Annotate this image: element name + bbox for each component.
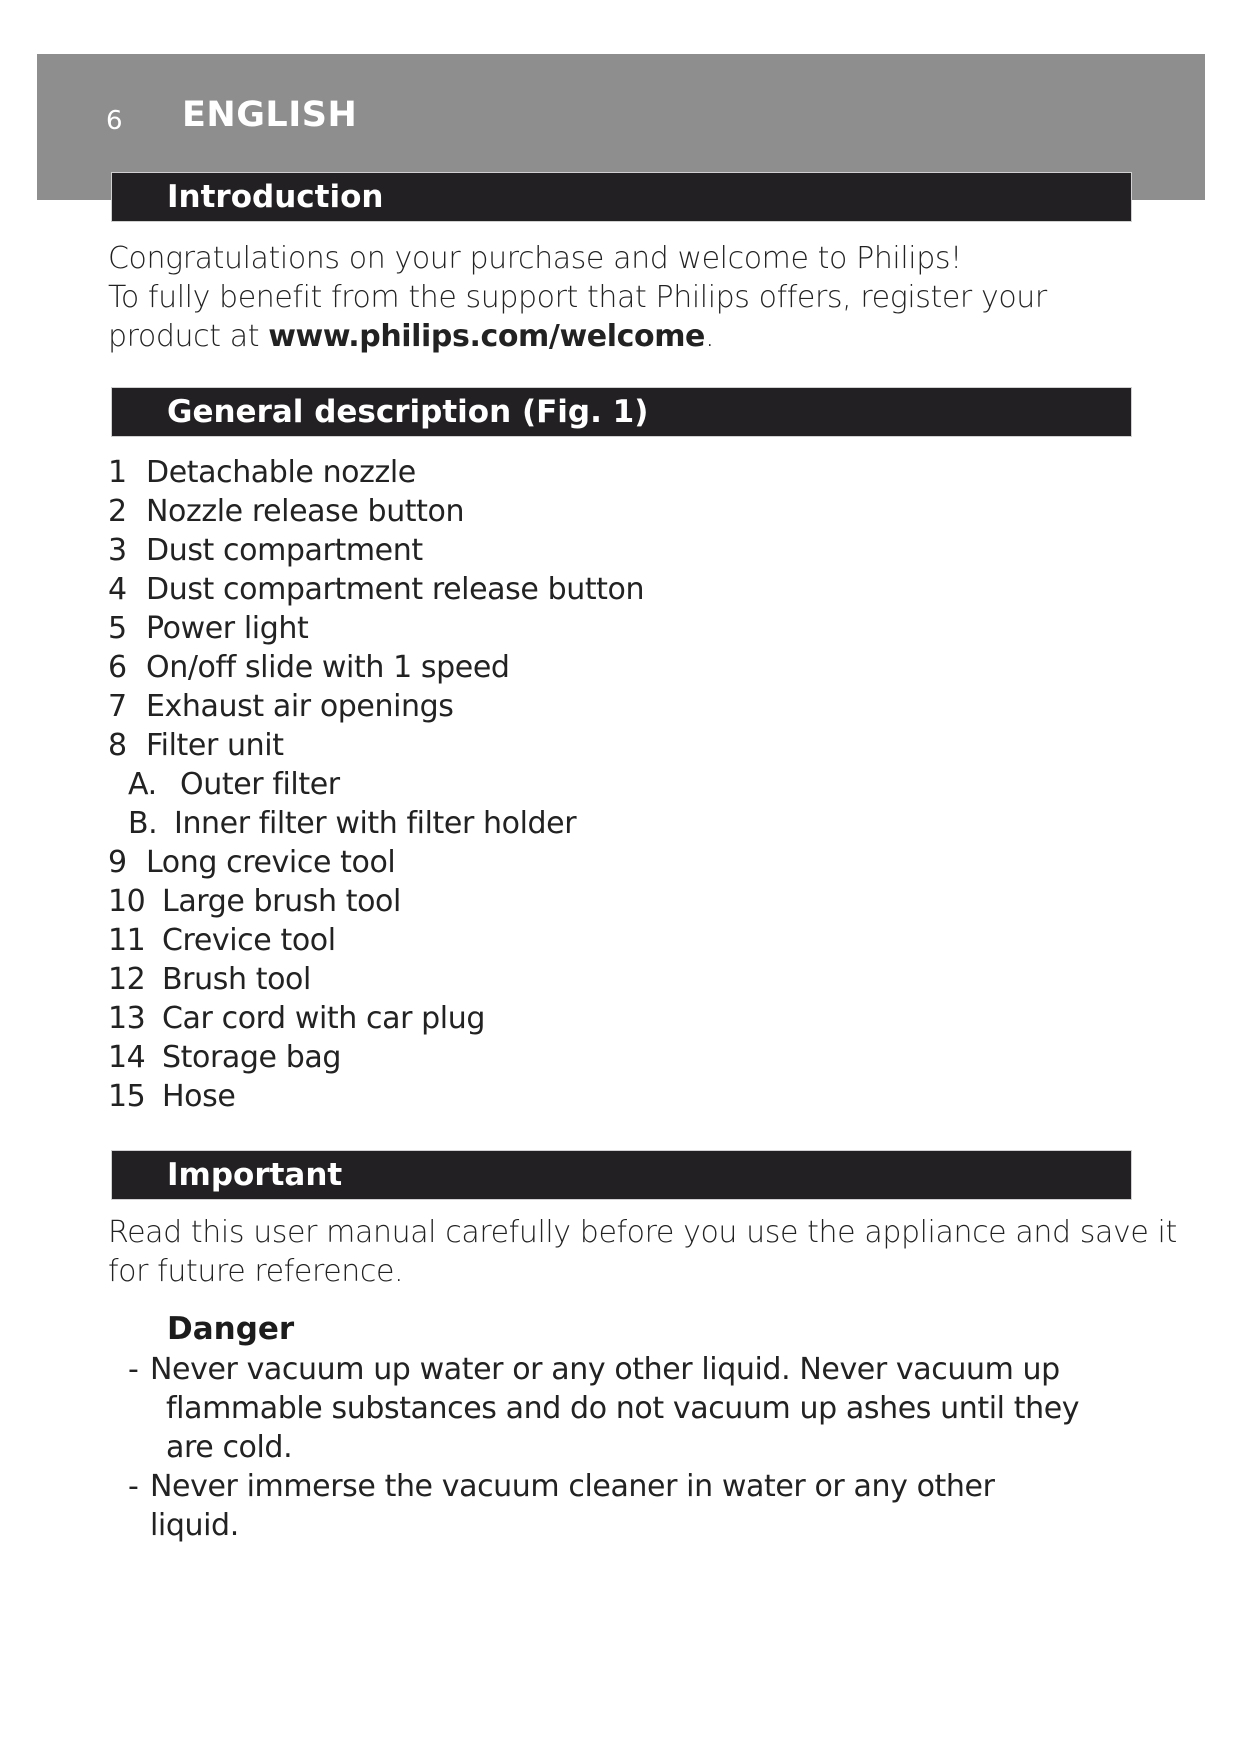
- item-label: Dust compartment release button: [146, 572, 645, 607]
- section-header-general-description: [111, 387, 1132, 437]
- list-item: [108, 726, 644, 765]
- list-item: [108, 492, 644, 531]
- danger-bullet: [128, 1467, 1070, 1545]
- item-number: 2: [108, 494, 127, 529]
- important-line-2: for future reference.: [108, 1254, 404, 1289]
- item-number: 6: [108, 650, 127, 685]
- bullet-line: flammable substances and do not vacuum up ashes until they: [166, 1391, 1080, 1426]
- intro-line-2: To fully benefit from the support that Philips offers, register your: [108, 280, 1047, 315]
- item-number: 15: [108, 1079, 146, 1114]
- item-number: 12: [108, 962, 146, 997]
- page-number: 6: [106, 106, 123, 136]
- item-label: Nozzle release button: [146, 494, 465, 529]
- item-label: Detachable nozzle: [146, 455, 416, 490]
- list-item: [108, 1077, 644, 1116]
- bullet-line: Never immerse the vacuum cleaner in water or any other liquid.: [150, 1469, 995, 1543]
- item-label: Dust compartment: [146, 533, 423, 568]
- item-number: 9: [108, 845, 127, 880]
- item-label: Power light: [146, 611, 309, 646]
- item-label: Outer filter: [180, 767, 340, 802]
- item-label: Large brush tool: [162, 884, 401, 919]
- list-item: [108, 648, 644, 687]
- item-label: Long crevice tool: [146, 845, 396, 880]
- item-number: 14: [108, 1040, 146, 1075]
- parts-list: [108, 453, 644, 1116]
- item-number: 7: [108, 689, 127, 724]
- intro-line-3: [108, 317, 1047, 356]
- item-label: Brush tool: [162, 962, 311, 997]
- item-number: 1: [108, 455, 127, 490]
- welcome-url-link[interactable]: www.philips.com/welcome: [268, 319, 706, 354]
- item-label: Inner filter with filter holder: [174, 806, 577, 841]
- item-label: Car cord with car plug: [162, 1001, 486, 1036]
- list-item: [108, 570, 644, 609]
- item-number: A.: [128, 767, 157, 802]
- danger-heading: Danger: [167, 1311, 295, 1347]
- section-title: Important: [167, 1157, 343, 1193]
- list-subitem: [108, 765, 644, 804]
- item-number: 8: [108, 728, 127, 763]
- section-title: General description (Fig. 1): [167, 394, 649, 430]
- danger-bullet: [128, 1350, 1086, 1467]
- section-header-introduction: [111, 172, 1132, 222]
- list-item: [108, 531, 644, 570]
- language-title: ENGLISH: [182, 95, 358, 135]
- intro-line-3-suffix: .: [705, 319, 715, 354]
- list-item: [108, 609, 644, 648]
- important-text: [108, 1213, 1177, 1291]
- item-label: Crevice tool: [162, 923, 336, 958]
- list-item: [108, 921, 644, 960]
- list-item: [108, 882, 644, 921]
- list-item: [108, 999, 644, 1038]
- list-item: [108, 687, 644, 726]
- section-header-important: [111, 1150, 1132, 1200]
- item-number: 10: [108, 884, 146, 919]
- item-number: 4: [108, 572, 127, 607]
- list-subitem: [108, 804, 644, 843]
- item-number: 3: [108, 533, 127, 568]
- item-number: 11: [108, 923, 146, 958]
- bullet-dash: -: [128, 1469, 139, 1504]
- bullet-dash: -: [128, 1352, 139, 1387]
- important-line-1: Read this user manual carefully before you use the appliance and save it: [108, 1215, 1177, 1250]
- item-number: 5: [108, 611, 127, 646]
- bullet-line: are cold.: [166, 1430, 293, 1465]
- intro-line-1: Congratulations on your purchase and welcome to Philips!: [108, 241, 962, 276]
- list-item: [108, 453, 644, 492]
- item-number: B.: [128, 806, 158, 841]
- item-label: Filter unit: [146, 728, 284, 763]
- item-label: Hose: [162, 1079, 236, 1114]
- section-title: Introduction: [167, 179, 384, 215]
- item-label: Storage bag: [162, 1040, 341, 1075]
- list-item: [108, 843, 644, 882]
- item-number: 13: [108, 1001, 146, 1036]
- bullet-line: Never vacuum up water or any other liquid. Never vacuum up: [150, 1352, 1060, 1387]
- intro-line-3-prefix: product at: [108, 319, 269, 354]
- item-label: On/off slide with 1 speed: [146, 650, 510, 685]
- list-item: [108, 1038, 644, 1077]
- list-item: [108, 960, 644, 999]
- item-label: Exhaust air openings: [146, 689, 454, 724]
- introduction-text: [108, 239, 1047, 356]
